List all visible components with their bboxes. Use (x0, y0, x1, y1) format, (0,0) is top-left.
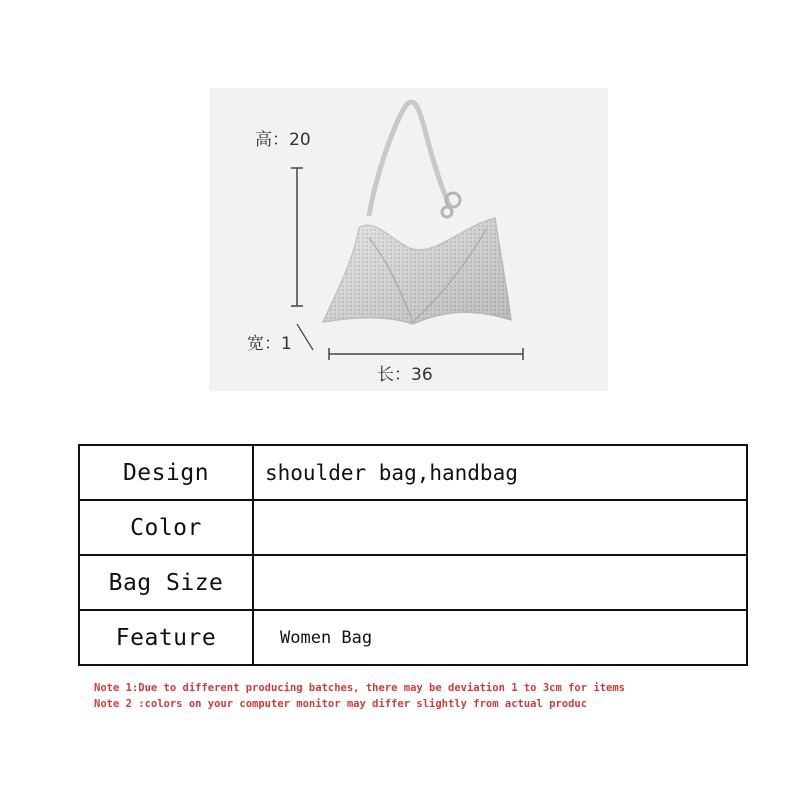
row-label-bag-size: Bag Size (108, 569, 224, 596)
table-row (80, 446, 746, 501)
row-value-feature: Women Bag (280, 627, 373, 648)
table-row (80, 556, 746, 611)
row-value-design: shoulder bag,handbag (265, 460, 518, 485)
row-label-color: Color (130, 514, 202, 541)
note-2: Note 2 :colors on your computer monitor may differ slightly from actual produc (94, 698, 588, 710)
notes (94, 680, 625, 712)
product-photo (209, 88, 608, 391)
length-label: 长：36 (377, 365, 433, 385)
note-1: Note 1:Due to different producing batches, there may be deviation 1 to 3cm for items (94, 682, 626, 694)
row-label-design: Design (122, 459, 210, 486)
height-label: 高：20 (255, 130, 311, 150)
bag-strap (369, 102, 451, 216)
width-label: 宽：1 (247, 334, 292, 354)
table-row (80, 611, 746, 666)
width-dimension-line (297, 324, 313, 350)
table-row (80, 501, 746, 556)
spec-table (78, 444, 748, 666)
row-label-feature: Feature (115, 624, 217, 651)
